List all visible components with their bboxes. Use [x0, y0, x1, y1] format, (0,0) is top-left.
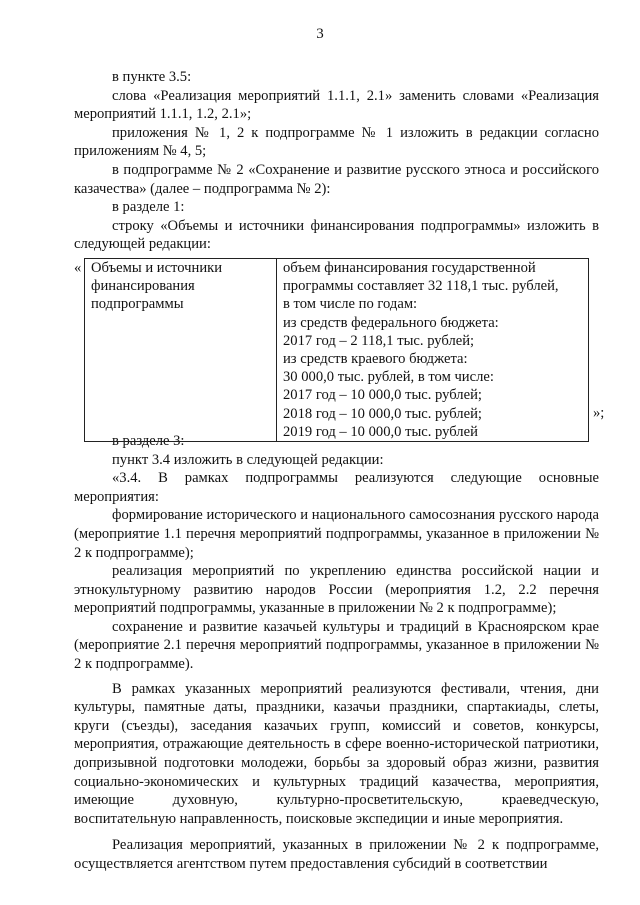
paragraph: Реализация мероприятий, указанных в приложении № 2 к подпрограмме, осуществляется агентством путем предоставления субсидий в соответствии [74, 837, 599, 872]
cell-line: объем финансирования государственной [283, 259, 536, 276]
paragraph: приложения № 1, 2 к подпрограмме № 1 изложить в редакции согласно приложениям № 4, 5; [74, 124, 599, 160]
cell-line: из средств федерального бюджета: [283, 314, 499, 331]
paragraph: в пункте 3.5: [112, 69, 192, 85]
paragraph: пункт 3.4 изложить в следующей редакции: [112, 451, 384, 468]
financing-table-block [74, 258, 605, 440]
cell-line: финансирования [91, 278, 195, 295]
financing-table [84, 258, 589, 442]
cell-line: подпрограммы [91, 296, 184, 313]
paragraph: в подпрограмме № 2 «Сохранение и развитие русского этноса и российского казачества» (далее – подпрограмма № 2): [74, 161, 599, 197]
table-cell-label [85, 258, 277, 441]
paragraph: «3.4. В рамках подпрограммы реализуются следующие основные мероприятия: [74, 470, 599, 505]
paragraph: строку «Объемы и источники финансирования подпрограммы» изложить в следующей редакции: [74, 217, 599, 253]
paragraph: в разделе 1: [112, 199, 185, 216]
document-body [74, 68, 605, 874]
paragraph: В рамках указанных мероприятий реализуются фестивали, чтения, дни культуры, памятные даты, праздники, казачьи праздники, спартакиады, слеты, круги (съезды), заседания казачьих групп, комиссий и советов, конкурсы, мероприятия, отражающие деятельность в сфере военно-исторической патриотики, допризывной подготовки молодежи, борьбы за здоровый образ жизни, развития социально-экономических и культурных традиций казачества, мероприятия, имеющие духовную, культурно-просветительскую, краеведческую, воспитательную направленность, поисковые экспедиции и иные мероприятия. [74, 680, 599, 827]
close-quote: »; [593, 404, 605, 421]
paragraph: слова «Реализация мероприятий 1.1.1, 2.1» заменить словами «Реализация мероприятий 1.1.1, 1.2, 2.1»; [74, 87, 599, 123]
cell-line: 2017 год – 2 118,1 тыс. рублей; [283, 332, 475, 349]
paragraph: реализация мероприятий по укреплению единства российской нации и этнокультурному развитию народов России (мероприятия 1.2, 2.2 перечня мероприятий подпрограммы, указанные в приложении № 2 к подпрограмме); [74, 563, 599, 617]
cell-line: из средств краевого бюджета: [283, 350, 468, 367]
cell-line: 2018 год – 10 000,0 тыс. рублей; [283, 405, 482, 422]
cell-line: программы составляет 32 118,1 тыс. рублей, [283, 278, 559, 295]
page-number: 3 [316, 26, 324, 42]
cell-line: 2017 год – 10 000,0 тыс. рублей; [283, 387, 482, 404]
cell-line: 2019 год – 10 000,0 тыс. рублей [283, 423, 478, 440]
open-quote: « [74, 259, 82, 276]
paragraph: сохранение и развитие казачьей культуры и традиций в Красноярском крае (мероприятие 2.1 перечня мероприятий подпрограммы, указанное в приложении № 2 к подпрограмме). [74, 618, 599, 673]
table-cell-value [277, 258, 589, 441]
paragraph: формирование исторического и национального самосознания русского народа (мероприятие 1.1 перечня мероприятий подпрограммы, указанное в приложении № 2 к подпрограмме); [74, 507, 599, 561]
paragraph: в разделе 3: [112, 432, 185, 449]
cell-line: 30 000,0 тыс. рублей, в том числе: [283, 369, 494, 386]
cell-line: Объемы и источники [91, 259, 223, 276]
cell-line: в том числе по годам: [283, 296, 418, 313]
table-row [85, 258, 589, 441]
